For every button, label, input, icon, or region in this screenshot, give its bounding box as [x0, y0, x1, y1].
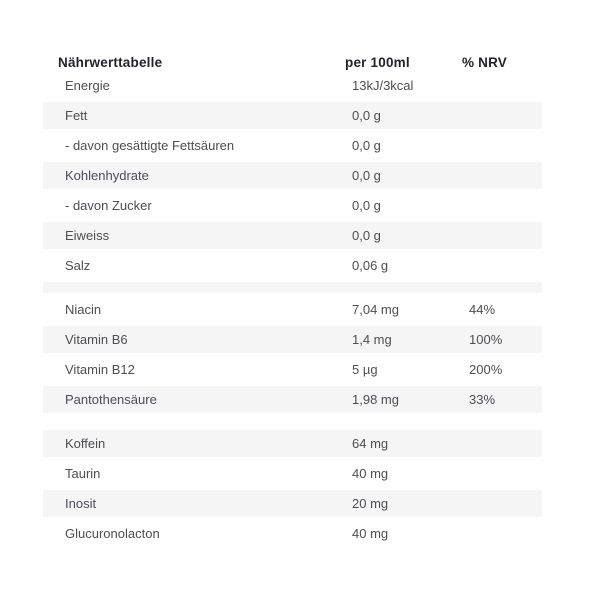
- row-label: Koffein: [65, 436, 106, 451]
- row-label: Salz: [65, 258, 91, 273]
- row-value: 1,4 mg: [352, 332, 392, 347]
- table-row-kohlenhydrate: [43, 162, 542, 189]
- row-label: Kohlenhydrate: [65, 168, 149, 183]
- section-divider: [43, 416, 542, 427]
- row-value: 1,98 mg: [352, 392, 399, 407]
- row-nrv: 100%: [469, 332, 503, 347]
- table-row-salz: [43, 252, 542, 279]
- row-value: 0,0 g: [352, 138, 381, 153]
- table-header-row: [43, 50, 542, 72]
- row-label: Glucuronolacton: [65, 526, 160, 541]
- row-value: 0,0 g: [352, 198, 381, 213]
- table-row-glucuronolacton: [43, 520, 542, 547]
- table-row-energie: [43, 72, 542, 99]
- row-label: Fett: [65, 108, 88, 123]
- table-row-koffein: [43, 430, 542, 457]
- table-row-davon-gesaettigte-fettsaeuren: [43, 132, 542, 159]
- row-label: Vitamin B12: [65, 362, 135, 377]
- table-row-niacin: [43, 296, 542, 323]
- table-row-davon-zucker: [43, 192, 542, 219]
- section-divider: [43, 282, 542, 293]
- row-label: Energie: [65, 78, 110, 93]
- row-label: Vitamin B6: [65, 332, 128, 347]
- row-nrv: 44%: [469, 302, 496, 317]
- row-label: Pantothensäure: [65, 392, 157, 407]
- row-label: Eiweiss: [65, 228, 110, 243]
- table-row-eiweiss: [43, 222, 542, 249]
- row-value: 20 mg: [352, 496, 389, 511]
- row-value: 13kJ/3kcal: [352, 78, 414, 93]
- row-label: Niacin: [65, 302, 102, 317]
- row-label: Inosit: [65, 496, 97, 511]
- row-value: 0,0 g: [352, 228, 381, 243]
- row-label: - davon gesättigte Fettsäuren: [65, 138, 235, 153]
- table-title: Nährwerttabelle: [58, 55, 163, 70]
- row-value: 0,0 g: [352, 108, 381, 123]
- row-value: 0,0 g: [352, 168, 381, 183]
- table-row-inosit: [43, 490, 542, 517]
- row-value: 64 mg: [352, 436, 389, 451]
- row-value: 5 µg: [352, 362, 378, 377]
- row-value: 40 mg: [352, 526, 389, 541]
- table-row-vitamin-b6: [43, 326, 542, 353]
- row-nrv: 33%: [469, 392, 496, 407]
- column-header-per-100ml: per 100ml: [345, 55, 410, 70]
- table-row-fett: [43, 102, 542, 129]
- row-label: Taurin: [65, 466, 101, 481]
- row-value: 40 mg: [352, 466, 389, 481]
- row-label: - davon Zucker: [65, 198, 152, 213]
- nutrition-table: [43, 50, 542, 550]
- row-value: 7,04 mg: [352, 302, 399, 317]
- table-row-pantothensaeure: [43, 386, 542, 413]
- row-nrv: 200%: [469, 362, 503, 377]
- column-header-nrv: % NRV: [462, 55, 508, 70]
- table-row-vitamin-b12: [43, 356, 542, 383]
- table-row-taurin: [43, 460, 542, 487]
- row-value: 0,06 g: [352, 258, 389, 273]
